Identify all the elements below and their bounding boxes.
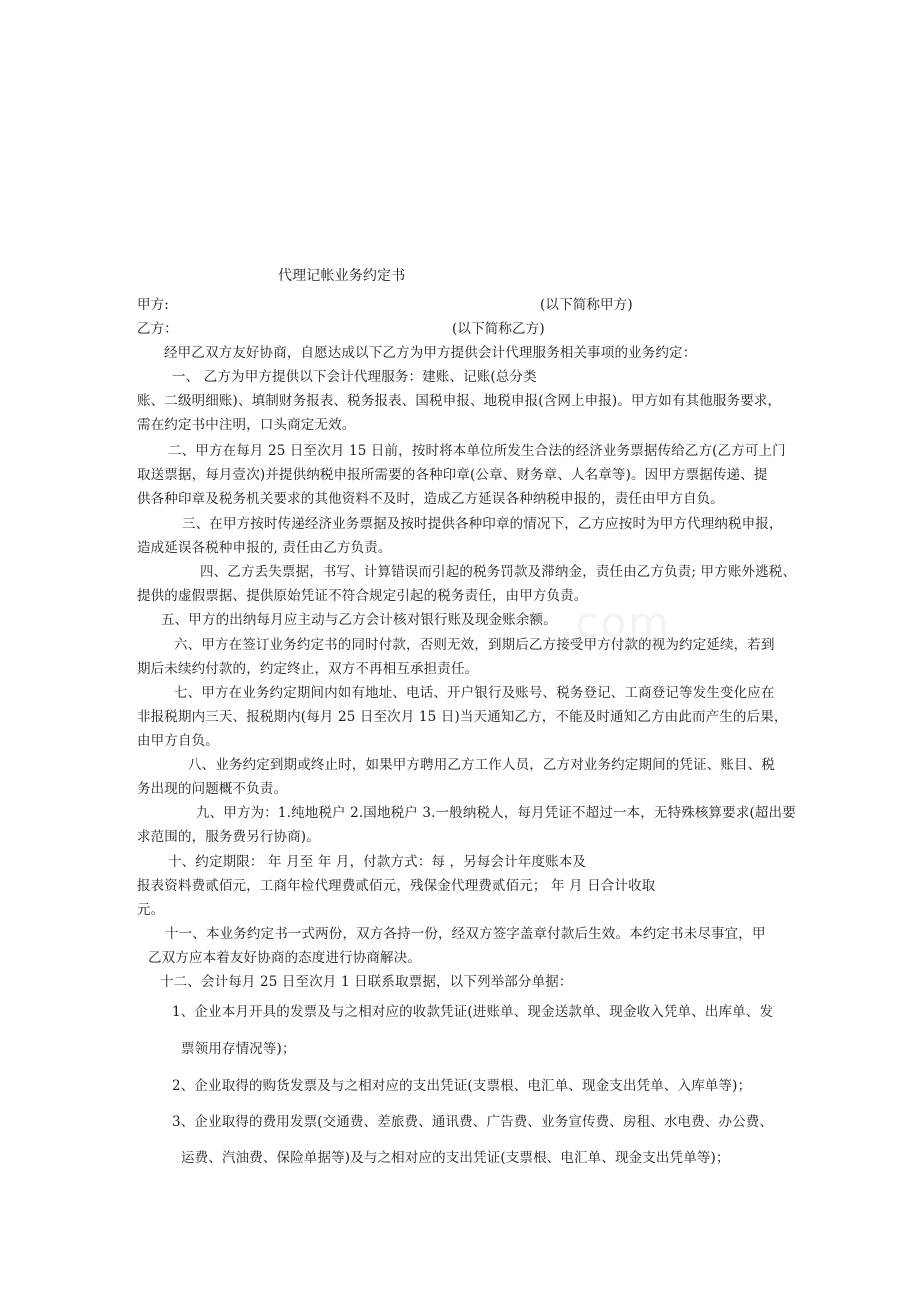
clause-line: 九、甲方为：1.纯地税户 2.国地税户 3.一般纳税人，每月凭证不超过一本，无特殊核算要求(超出要	[196, 805, 796, 821]
clause-line: 务出现的问题概不负责。	[137, 781, 288, 797]
party-b-note: (以下简称乙方)	[452, 321, 545, 337]
clause-line: 元。	[137, 902, 165, 918]
clause-line: 十、约定期限： 年 月至 年 月，付款方式：每 ，另每会计年度账本及	[168, 854, 587, 870]
list-item: 2、企业取得的购货发票及与之相对应的支出凭证(支票根、电汇单、现金支出凭单、入库单等)；	[172, 1078, 752, 1094]
clause-line: 供各种印章及税务机关要求的其他资料不及时，造成乙方延误各种纳税申报的，责任由甲方自负。	[137, 491, 724, 507]
clause-line: 造成延误各税种申报的, 责任由乙方负责。	[137, 540, 392, 556]
party-a-label: 甲方:	[137, 297, 169, 313]
party-a-note: (以下简称甲方)	[540, 297, 633, 313]
clause-line: 六、甲方在签订业务约定书的同时付款，否则无效，到期后乙方接受甲方付款的视为约定延续，若到	[174, 637, 775, 653]
clause-line: 账、二级明细账)、填制财务报表、税务报表、国税申报、地税申报(含网上申报)。甲方如有其他服务要求，	[137, 393, 782, 409]
clause-line: 求范围的，服务费另行协商)。	[137, 829, 320, 845]
clause-line: 三、在甲方按时传递经济业务票据及按时提供各种印章的情况下，乙方应按时为甲方代理纳税申报，	[182, 516, 783, 532]
clause-line: 由甲方自负。	[137, 733, 219, 749]
watermark: .com	[560, 598, 672, 647]
party-b-label: 乙方：	[137, 321, 178, 337]
list-item: 3、企业取得的费用发票(交通费、差旅费、通讯费、广告费、业务宣传费、房租、水电费、办公费、	[172, 1114, 774, 1130]
list-item: 票领用存情况等)；	[181, 1041, 296, 1057]
intro-paragraph: 经甲乙双方友好协商，自愿达成以下乙方为甲方提供会计代理服务相关事项的业务约定：	[164, 345, 697, 361]
clause-line: 二、甲方在每月 25 日至次月 15 日前，按时将本单位所发生合法的经济业务票据传给乙方(乙方可上门	[168, 443, 786, 459]
clause-line: 需在约定书中注明，口头商定无效。	[137, 417, 356, 433]
clause-line: 期后未续约付款的，约定终止，双方不再相互承担责任。	[137, 661, 479, 677]
clause-line: 四、乙方丢失票据，书写、计算错误而引起的税务罚款及滞纳金，责任由乙方负责; 甲方账外逃税、	[200, 564, 797, 580]
document-title: 代理记帐业务约定书	[278, 268, 406, 284]
clause-line: 报表资料费贰佰元，工商年检代理费贰佰元，残保金代理费贰佰元； 年 月 日合计收取	[137, 878, 656, 894]
clause-line: 乙双方应本着友好协商的态度进行协商解决。	[148, 950, 421, 966]
clause-line: 一、 乙方为甲方提供以下会计代理服务：建账、记账(总分类	[172, 369, 537, 385]
clause-line: 非报税期内三天、报税期内(每月 25 日至次月 15 日)当天通知乙方，不能及时通知乙方由此而产生的后果，	[137, 709, 788, 725]
clause-line: 取送票据，每月壹次)并提供纳税申报所需要的各种印章(公章、财务章、人名章等)。因甲方票据传递、提	[137, 467, 768, 483]
clause-line: 八、业务约定到期或终止时，如果甲方聘用乙方工作人员，乙方对业务约定期间的凭证、账目、税	[188, 757, 775, 773]
clause-line: 五、甲方的出纳每月应主动与乙方会计核对银行账及现金账余额。	[161, 612, 557, 628]
clause-line: 提供的虚假票据、提供原始凭证不符合规定引起的税务责任，由甲方负责。	[137, 588, 588, 604]
clause-line: 十一、本业务约定书一式两份，双方各持一份，经双方签字盖章付款后生效。本约定书未尽事宜，甲	[165, 926, 766, 942]
clause-line: 七、甲方在业务约定期间内如有地址、电话、开户银行及账号、税务登记、工商登记等发生变化应在	[174, 685, 775, 701]
list-item: 1、企业本月开具的发票及与之相对应的收款凭证(进账单、现金送款单、现金收入凭单、出库单、发	[172, 1004, 774, 1020]
clause-line: 十二、会计每月 25 日至次月 1 日联系取票据，以下列举部分单据：	[160, 974, 573, 990]
list-item: 运费、汽油费、保险单据等)及与之相对应的支出凭证(支票根、电汇单、现金支出凭单等)；	[181, 1150, 730, 1166]
